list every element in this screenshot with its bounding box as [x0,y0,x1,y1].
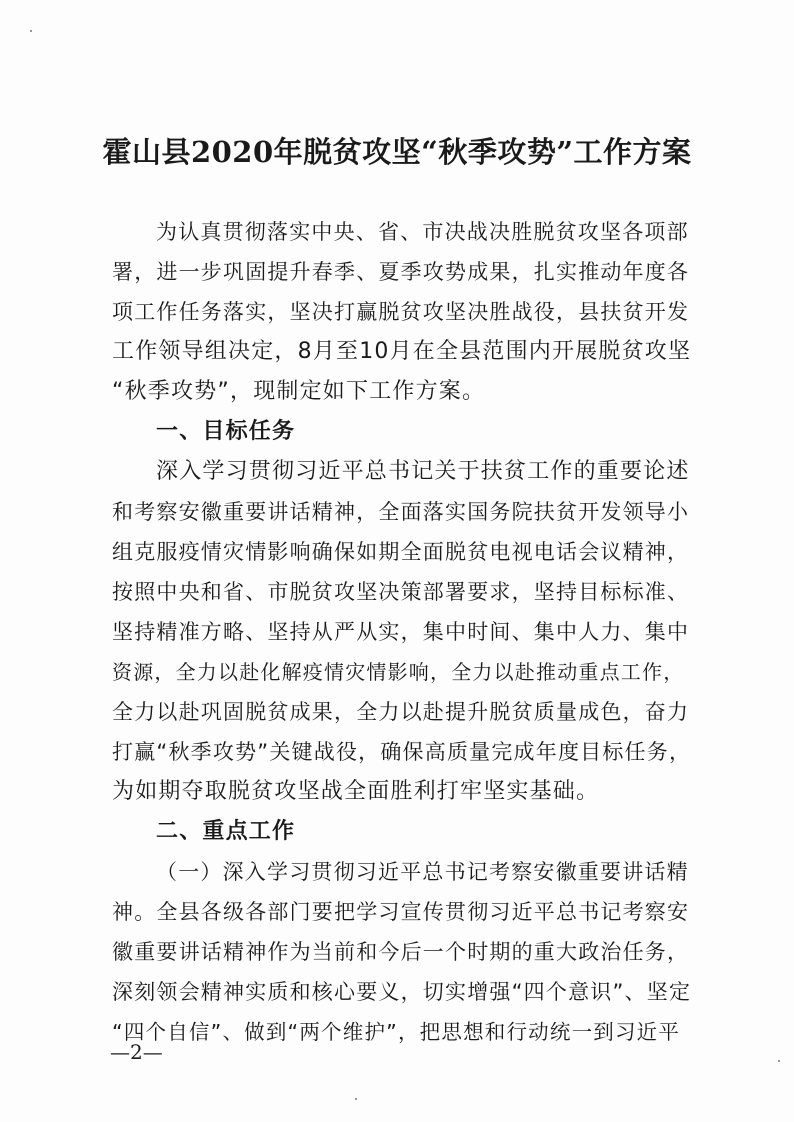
paragraph-line: 深刻领会精神实质和核心要义，切实增强“四个意识”、坚定 [112,980,692,1004]
paragraph-line: 组克服疫情灾情影响确保如期全面脱贫电视电话会议精神， [112,540,690,564]
paragraph-line: 为如期夺取脱贫攻坚战全面胜利打牢坚实基础。 [112,779,600,804]
document-body [112,212,692,1052]
paragraph-line: 项工作任务落实，坚决打赢脱贫攻坚决胜战役，县扶贫开发 [112,300,690,324]
paragraph-line: 资源，全力以赴化解疫情灾情影响，全力以赴推动重点工作， [112,660,685,684]
paragraph-line: 深入学习贯彻习近平总书记关于扶贫工作的重要论述 [156,459,690,484]
scan-speck [778,1060,780,1062]
document-title: 霍山县2020年脱贫攻坚“秋季攻势”工作方案 [102,135,692,169]
paragraph-line: 徽重要讲话精神作为当前和今后一个时期的重大政治任务， [112,940,690,964]
paragraph-line: “四个自信”、做到“两个维护”，把思想和行动统一到习近平 [112,1020,681,1044]
scan-speck [355,1098,357,1100]
paragraph-line: 署，进一步巩固提升春季、夏季攻势成果，扎实推动年度各 [112,260,690,284]
paragraph-line: 坚持精准方略、坚持从严从实，集中时间、集中人力、集中 [112,620,690,644]
scan-speck [30,30,32,32]
paragraph-line: 为认真贯彻落实中央、省、市决战决胜脱贫攻坚各项部 [156,220,689,244]
paragraph-line: 全力以赴巩固脱贫成果，全力以赴提升脱贫质量成色，奋力 [112,700,690,724]
paragraph-line: “秋季攻势”，现制定如下工作方案。 [112,379,486,404]
paragraph-line: 按照中央和省、市脱贫攻坚决策部署要求，坚持目标标准、 [112,580,690,604]
paragraph-line: 工作领导组决定，8月至10月在全县范围内开展脱贫攻坚 [112,339,692,364]
paragraph-line: 神。全县各级各部门要把学习宣传贯彻习近平总书记考察安 [112,900,690,924]
paragraph-line: （一）深入学习贯彻习近平总书记考察安徽重要讲话精 [156,860,689,884]
page-number: —2— [110,1040,163,1064]
section-heading: 二、重点工作 [156,819,296,844]
paragraph-line: 和考察安徽重要讲话精神，全面落实国务院扶贫开发领导小 [112,500,690,524]
paragraph-line: 打赢“秋季攻势”关键战役，确保高质量完成年度目标任务， [112,740,692,764]
section-heading: 一、目标任务 [156,419,296,444]
